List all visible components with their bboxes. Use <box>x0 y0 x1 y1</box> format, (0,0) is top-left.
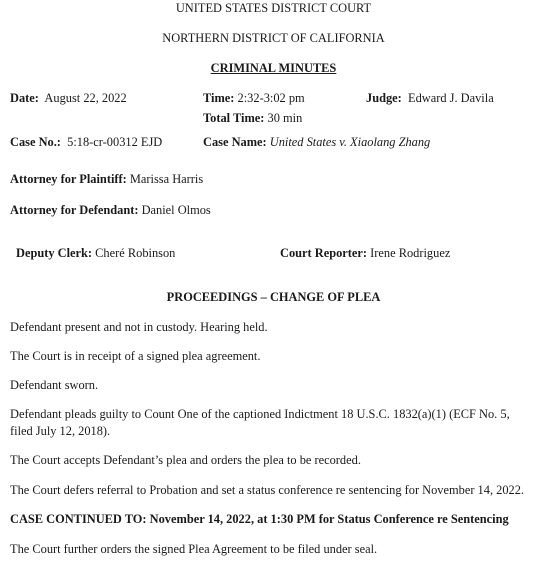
defendant-attorney-field <box>10 203 211 218</box>
document-title-text: CRIMINAL MINUTES <box>210 61 337 75</box>
date-label: Date: <box>10 91 39 105</box>
defendant-attorney-value: Daniel Olmos <box>141 203 211 217</box>
proceedings-paragraph-4-line-2: filed July 12, 2018). <box>10 424 111 438</box>
court-reporter-value: Irene Rodriguez <box>370 246 451 260</box>
case-number-label: Case No.: <box>10 135 61 149</box>
proceedings-paragraph-3: Defendant sworn. <box>10 378 99 392</box>
total-time-label: Total Time: <box>203 111 265 125</box>
judge-value: Edward J. Davila <box>408 91 494 105</box>
date-field <box>10 91 127 106</box>
district-name: NORTHERN DISTRICT OF CALIFORNIA <box>162 31 385 45</box>
deputy-clerk-field <box>16 246 175 261</box>
plaintiff-attorney-label: Attorney for Plaintiff: <box>10 172 127 186</box>
proceedings-paragraph-6: The Court defers referral to Probation and set a status conference re sentencing for November 14, 2022. <box>10 483 525 497</box>
case-number-value: 5:18-cr-00312 EJD <box>67 135 163 149</box>
total-time-field <box>203 111 302 126</box>
proceedings-paragraph-5: The Court accepts Defendant’s plea and orders the plea to be recorded. <box>10 453 361 467</box>
case-name-value: United States v. Xiaolang Zhang <box>269 135 431 149</box>
deputy-clerk-value: Cheré Robinson <box>95 246 176 260</box>
total-time-value: 30 min <box>267 111 303 125</box>
time-label: Time: <box>203 91 235 105</box>
proceedings-heading <box>0 290 547 305</box>
defendant-attorney-label: Attorney for Defendant: <box>10 203 139 217</box>
court-name: UNITED STATES DISTRICT COURT <box>175 1 372 15</box>
proceedings-paragraph-2: The Court is in receipt of a signed plea agreement. <box>10 349 261 363</box>
proceedings-paragraph-7: The Court further orders the signed Plea Agreement to be filed under seal. <box>10 542 378 556</box>
deputy-clerk-label: Deputy Clerk: <box>16 246 93 260</box>
court-reporter-field <box>280 246 450 261</box>
plaintiff-attorney-field <box>10 172 203 187</box>
court-reporter-label: Court Reporter: <box>280 246 368 260</box>
plaintiff-attorney-value: Marissa Harris <box>129 172 204 186</box>
proceedings-paragraph-4-line-1: Defendant pleads guilty to Count One of the captioned Indictment 18 U.S.C. 1832(a)(1) (ECF No. 5, <box>10 407 510 421</box>
proceedings-paragraph-1: Defendant present and not in custody. Hearing held. <box>10 320 268 334</box>
document-title <box>0 61 547 76</box>
date-value: August 22, 2022 <box>44 91 127 105</box>
judge-label: Judge: <box>366 91 402 105</box>
case-number-field <box>10 135 162 150</box>
proceedings-heading-text: PROCEEDINGS – CHANGE OF PLEA <box>166 290 381 304</box>
time-field <box>203 91 305 106</box>
time-value: 2:32-3:02 pm <box>237 91 305 105</box>
case-name-field <box>203 135 430 150</box>
case-continued-line <box>10 512 509 527</box>
judge-field <box>366 91 494 106</box>
case-name-label: Case Name: <box>203 135 267 149</box>
case-continued-text: CASE CONTINUED TO: November 14, 2022, at 1:30 PM for Status Conference re Sentencing <box>10 512 509 526</box>
